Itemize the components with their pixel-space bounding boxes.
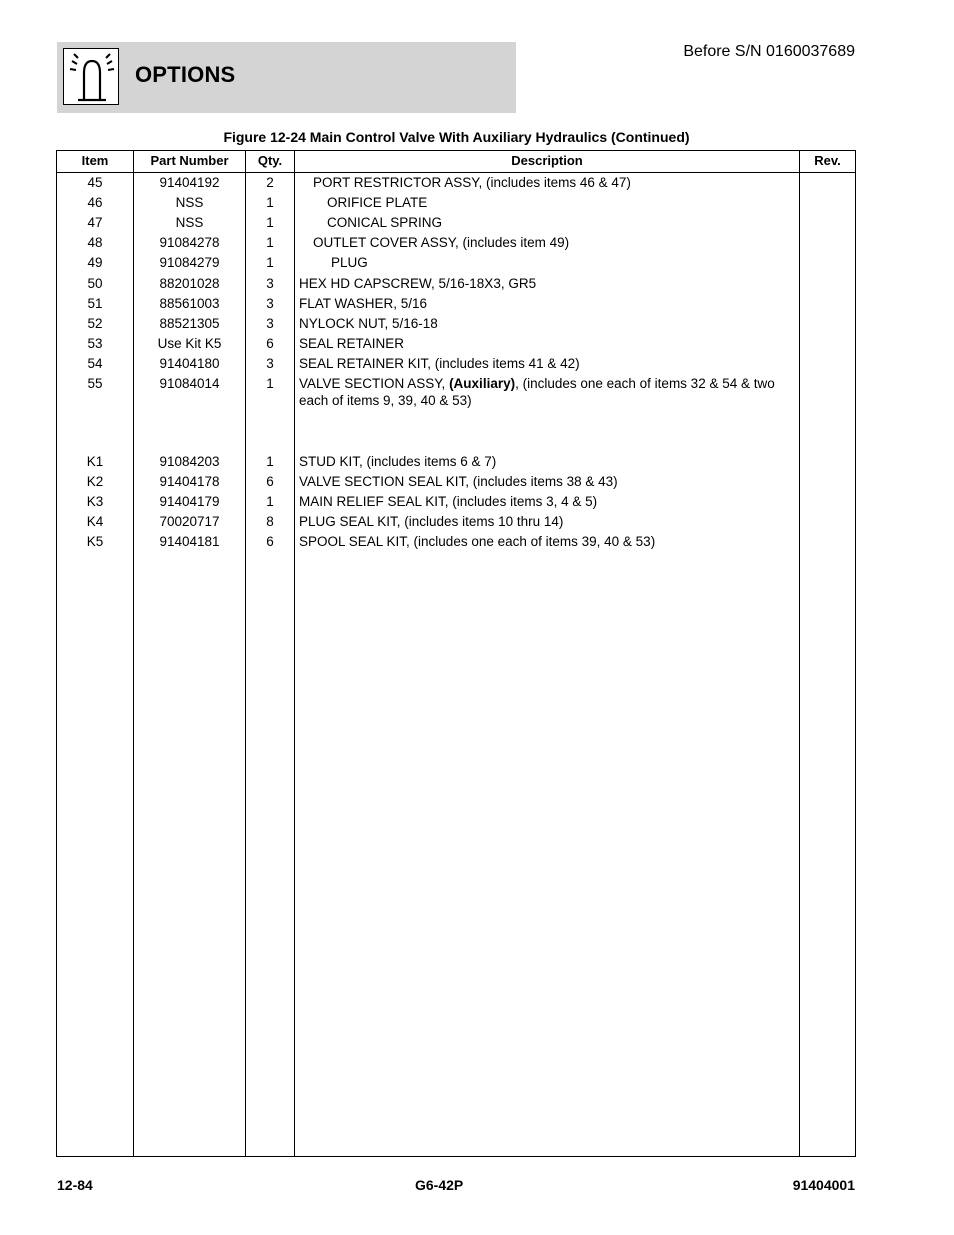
description: PLUG bbox=[331, 255, 368, 270]
quantity: 2 bbox=[266, 175, 274, 190]
figure-title: Figure 12-24 Main Control Valve With Auxiliary Hydraulics (Continued) bbox=[223, 129, 690, 145]
quantity: 3 bbox=[266, 296, 274, 311]
item-number: 52 bbox=[87, 316, 103, 331]
page-number: 12-84 bbox=[57, 1177, 93, 1193]
item-number: 53 bbox=[87, 336, 103, 351]
part-number: 88521305 bbox=[159, 316, 220, 331]
description: STUD KIT, (includes items 6 & 7) bbox=[299, 454, 497, 469]
part-number: 91404178 bbox=[159, 474, 220, 489]
item-number: 55 bbox=[87, 376, 103, 391]
quantity: 1 bbox=[266, 255, 274, 270]
part-number: 88201028 bbox=[159, 276, 220, 291]
part-number: NSS bbox=[175, 195, 204, 210]
item-number: 50 bbox=[87, 276, 103, 291]
column-divider bbox=[294, 150, 295, 1157]
header-band bbox=[57, 42, 516, 113]
quantity: 3 bbox=[266, 356, 274, 371]
description-text: VALVE SECTION ASSY, bbox=[299, 376, 450, 391]
description: NYLOCK NUT, 5/16-18 bbox=[299, 316, 438, 331]
quantity: 1 bbox=[266, 215, 274, 230]
header-description: Description bbox=[511, 153, 583, 168]
description: SEAL RETAINER bbox=[299, 336, 405, 351]
part-number: Use Kit K5 bbox=[157, 336, 222, 351]
part-number: 88561003 bbox=[159, 296, 220, 311]
part-number: 91084203 bbox=[159, 454, 220, 469]
part-number: 91404179 bbox=[159, 494, 220, 509]
part-number: 91084278 bbox=[159, 235, 220, 250]
quantity: 1 bbox=[266, 376, 274, 391]
quantity: 1 bbox=[266, 235, 274, 250]
description-bold: (Auxiliary) bbox=[449, 376, 516, 391]
description: SEAL RETAINER KIT, (includes items 41 & 42) bbox=[299, 356, 580, 371]
description: SPOOL SEAL KIT, (includes one each of items 39, 40 & 53) bbox=[299, 534, 656, 549]
part-number: 91404192 bbox=[159, 175, 220, 190]
description: PLUG SEAL KIT, (includes items 10 thru 14) bbox=[299, 514, 564, 529]
part-number: 91404180 bbox=[159, 356, 220, 371]
item-number: 46 bbox=[87, 195, 103, 210]
header-item: Item bbox=[81, 153, 109, 168]
document-number: 91404001 bbox=[792, 1177, 855, 1193]
description bbox=[299, 375, 795, 409]
quantity: 3 bbox=[266, 276, 274, 291]
description: VALVE SECTION SEAL KIT, (includes items 38 & 43) bbox=[299, 474, 618, 489]
quantity: 1 bbox=[266, 454, 274, 469]
item-number: K4 bbox=[86, 514, 104, 529]
quantity: 6 bbox=[266, 534, 274, 549]
column-divider bbox=[799, 150, 800, 1157]
item-number: K5 bbox=[86, 534, 104, 549]
description: HEX HD CAPSCREW, 5/16-18X3, GR5 bbox=[299, 276, 537, 291]
header-rev: Rev. bbox=[814, 153, 841, 168]
item-number: 45 bbox=[87, 175, 103, 190]
part-number: 91084279 bbox=[159, 255, 220, 270]
header-part-number: Part Number bbox=[150, 153, 229, 168]
quantity: 1 bbox=[266, 494, 274, 509]
description: PORT RESTRICTOR ASSY, (includes items 46 & 47) bbox=[313, 175, 631, 190]
quantity: 6 bbox=[266, 474, 274, 489]
part-number: 91404181 bbox=[159, 534, 220, 549]
quantity: 1 bbox=[266, 195, 274, 210]
quantity: 8 bbox=[266, 514, 274, 529]
part-number: 70020717 bbox=[159, 514, 220, 529]
header-divider bbox=[56, 172, 856, 173]
model-number: G6-42P bbox=[415, 1177, 464, 1193]
description: FLAT WASHER, 5/16 bbox=[299, 296, 428, 311]
item-number: K2 bbox=[86, 474, 104, 489]
item-number: 49 bbox=[87, 255, 103, 270]
quantity: 6 bbox=[266, 336, 274, 351]
item-number: K3 bbox=[86, 494, 104, 509]
item-number: 47 bbox=[87, 215, 103, 230]
item-number: 51 bbox=[87, 296, 103, 311]
quantity: 3 bbox=[266, 316, 274, 331]
description: OUTLET COVER ASSY, (includes item 49) bbox=[313, 235, 570, 250]
warning-light-icon bbox=[63, 48, 119, 105]
description-text: , (includes one each of items 32 & 54 & two each of items 9, 39, 40 & 53) bbox=[299, 376, 775, 408]
description: ORIFICE PLATE bbox=[327, 195, 428, 210]
description: CONICAL SPRING bbox=[327, 215, 443, 230]
item-number: K1 bbox=[86, 454, 104, 469]
header-qty: Qty. bbox=[257, 153, 283, 168]
item-number: 54 bbox=[87, 356, 103, 371]
item-number: 48 bbox=[87, 235, 103, 250]
part-number: 91084014 bbox=[159, 376, 220, 391]
part-number: NSS bbox=[175, 215, 204, 230]
serial-number-note: Before S/N 0160037689 bbox=[683, 43, 855, 60]
description: MAIN RELIEF SEAL KIT, (includes items 3, 4 & 5) bbox=[299, 494, 598, 509]
section-title: OPTIONS bbox=[135, 62, 236, 87]
